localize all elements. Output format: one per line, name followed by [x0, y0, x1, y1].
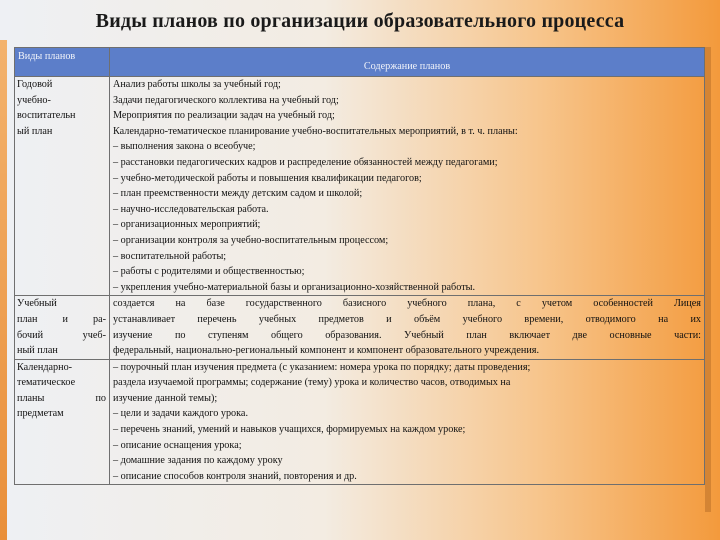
plan-name-curriculum: Учебный план и ра- бочий учеб- ный план [15, 296, 110, 359]
table-header-row [15, 48, 705, 77]
content-line: – поурочный план изучения предмета (с указанием: номера урока по порядку; даты проведения; [113, 361, 531, 373]
content-line: – расстановки педагогических кадров и распределение обязанностей между педагогами; [113, 156, 498, 168]
table-shadow [705, 47, 711, 512]
content-line: – учебно-методической работы и повышения квалификации педагогов; [113, 172, 422, 184]
content-line: раздела изучаемой программы; содержание (тему) урока и количество часов, отводимых на [113, 377, 511, 389]
content-line: – научно-исследовательская работа. [113, 203, 269, 215]
content-line: изучение по ступеням общего образования. Учебный план включает две основные части: [113, 329, 701, 341]
content-line: устанавливает перечень учебных предметов и объём учебного времени, отводимого на их [113, 313, 701, 325]
content-line: – план преемственности между детским садом и школой; [113, 188, 363, 200]
content-line: изучение данной темы); [113, 392, 218, 404]
content-line: создается на базе государственного базисного учебного плана, с учетом особенностей Лицея [113, 298, 701, 310]
plans-table [14, 47, 705, 485]
plan-name-calendar-thematic: Календарно- тематическое планы по предметам [15, 359, 110, 485]
content-line: – организации контроля за учебно-воспитательным процессом; [113, 234, 389, 246]
content-line: Анализ работы школы за учебный год; [113, 79, 281, 90]
decorative-left-bar [0, 40, 7, 540]
plan-name-annual: Годовой учебно- воспитательн ый план [15, 77, 110, 296]
content-line: – домашние задания по каждому уроку [113, 455, 283, 467]
content-line: – перечень знаний, умений и навыков учащихся, формируемых на каждом уроке; [113, 424, 466, 436]
header-plan-types: Виды планов [15, 48, 110, 77]
table-row [15, 359, 705, 485]
table-row [15, 77, 705, 296]
table-row [15, 296, 705, 359]
content-line: – укрепления учебно-материальной базы и организационно-хозяйственной работы. [113, 281, 476, 293]
content-line: – воспитательной работы; [113, 250, 227, 262]
content-line: – организационных мероприятий; [113, 219, 261, 231]
content-line: федеральный, национально-региональный компонент и компонент образовательного учреждения. [113, 345, 540, 357]
content-line: Мероприятия по реализации задач на учебный год; [113, 110, 335, 122]
content-line: Задачи педагогического коллектива на учебный год; [113, 94, 339, 106]
content-line: Календарно-тематическое планирование учебно-воспитательных мероприятий, в т. ч. планы: [113, 125, 518, 137]
content-line: – выполнения закона о всеобуче; [113, 141, 256, 153]
content-line: – работы с родителями и общественностью; [113, 266, 305, 278]
content-line: – описание оснащения урока; [113, 439, 242, 451]
page-title: Виды планов по организации образовательного процесса [95, 10, 625, 32]
content-line: – описание способов контроля знаний, повторения и др. [113, 470, 357, 482]
content-line: – цели и задачи каждого урока. [113, 408, 249, 420]
plan-content-calendar-thematic [110, 359, 705, 485]
plan-content-annual [110, 77, 705, 296]
header-plan-content: Содержание планов [110, 48, 705, 77]
plan-content-curriculum [110, 296, 705, 359]
